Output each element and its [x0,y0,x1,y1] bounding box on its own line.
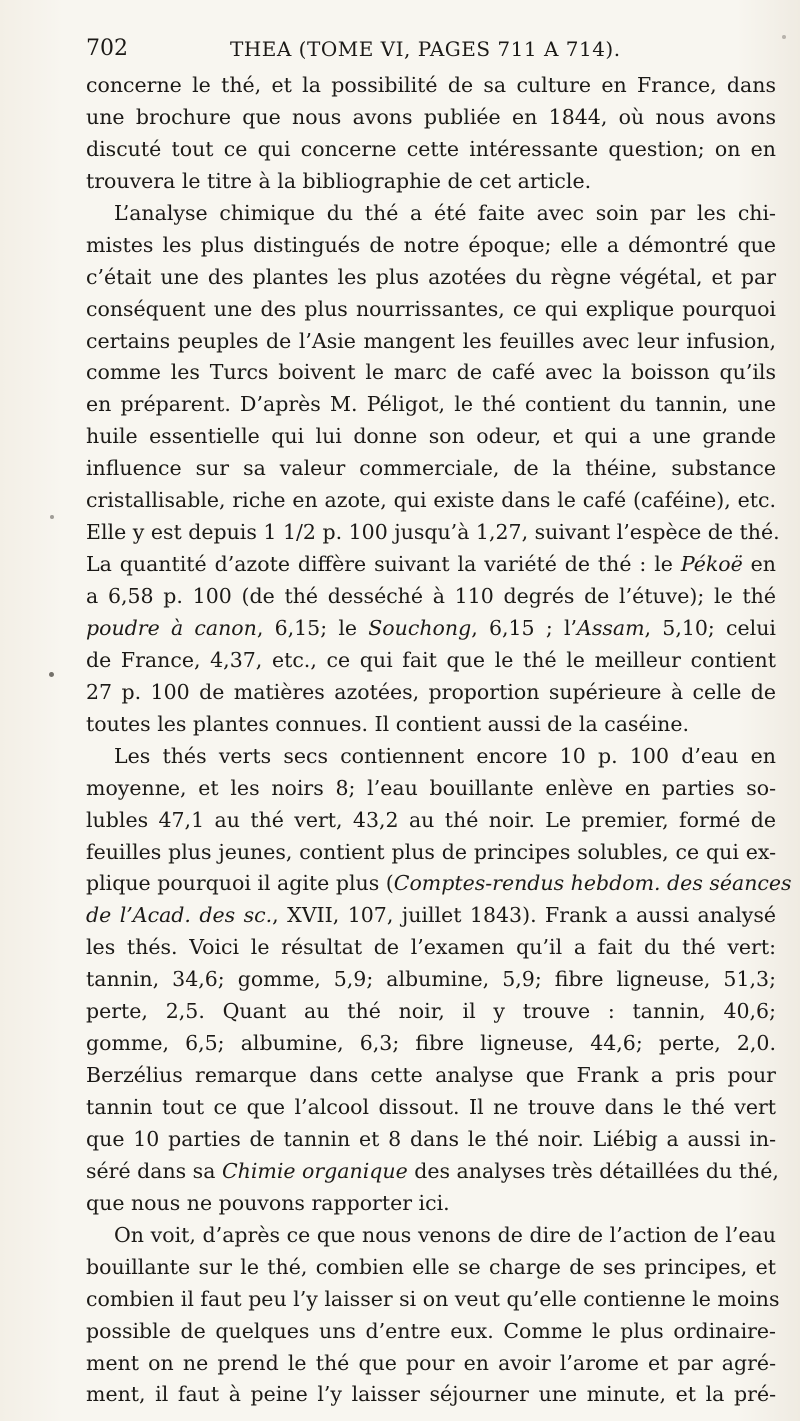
text-line: de France, 4,37, etc., ce qui fait que le thé le meilleur contient [86,647,776,672]
text-line: c’était une des plantes les plus azotées du règne végétal, et par [86,264,776,289]
text-run: , XVII, 107, juillet 1843). Frank a aussi analysé [272,903,776,928]
text-line: comme les Turcs boivent le marc de café avec la boisson qu’ils [86,360,776,385]
body-text [86,70,792,1411]
italic-term: Souchong [368,615,472,640]
running-head: THEA (TOME VI, PAGES 711 A 714). [230,37,621,61]
text-line: ment, il faut à peine l’y laisser séjourner une minute, et la pré- [86,1382,776,1407]
text-line [86,613,776,645]
text-run: La quantité d’azote diffère suivant la variété de thé : le [86,552,681,577]
text-run: , 6,15; le [256,615,369,640]
text-line: 27 p. 100 de matières azotées, proportion supérieure à celle de [86,679,776,704]
text-line: feuilles plus jeunes, contient plus de principes solubles, ce qui ex- [86,839,776,864]
text-run: séré dans sa [86,1158,222,1183]
text-line: lubles 47,1 au thé vert, 43,2 au thé noir. Le premier, formé de [86,807,776,832]
text-line: les thés. Voici le résultat de l’examen qu’il a fait du thé vert: [86,935,776,960]
text-line: a 6,58 p. 100 (de thé desséché à 110 degrés de l’étuve); le thé [86,584,776,608]
text-line: certains peuples de l’Asie mangent les feuilles avec leur infusion, [86,328,776,353]
text-line: tannin, 34,6; gomme, 5,9; albumine, 5,9; fibre ligneuse, 51,3; [86,967,776,992]
text-line: Berzélius remarque dans cette analyse que Frank a pris pour [86,1063,776,1088]
text-line: combien il faut peu l’y laisser si on veut qu’elle contienne le moins [86,1286,780,1311]
text-line: huile essentielle qui lui donne son odeur, et qui a une grande [86,424,776,449]
text-line: toutes les plantes connues. Il contient aussi de la caséine. [86,711,689,736]
text-line: trouvera le titre à la bibliographie de cet article. [86,168,592,193]
italic-term: Pékoë [680,552,743,577]
text-run: des analyses très détaillées du thé, [407,1158,779,1183]
page-header [86,34,686,64]
italic-citation: Comptes-rendus hebdom. des séances [393,871,792,896]
text-line [86,1156,779,1188]
italic-citation: Chimie organique [221,1158,408,1183]
text-line: en préparent. D’après M. Péligot, le thé contient du tannin, une [86,392,776,417]
text-line: moyenne, et les noirs 8; l’eau bouillante enlève en parties so- [86,775,776,800]
text-line: conséquent une des plus nourrissantes, ce qui explique pourquoi [86,296,776,321]
text-line: tannin tout ce que l’alcool dissout. Il ne trouve dans le thé vert [86,1095,776,1119]
text-line: concerne le thé, et la possibilité de sa culture en France, dans [86,73,776,97]
italic-term: poudre à canon [86,615,257,640]
text-line [86,900,776,932]
paragraph-first-line: L’analyse chimique du thé a été faite avec soin par les chi- [114,200,776,225]
text-line: que nous ne pouvons rapporter ici. [86,1190,450,1215]
text-line: que 10 parties de tannin et 8 dans le thé noir. Liébig a aussi in- [86,1126,776,1151]
text-line: possible de quelques uns d’entre eux. Comme le plus ordinaire- [86,1318,776,1343]
paragraph-first-line: On voit, d’après ce que nous venons de dire de l’action de l’eau [114,1222,776,1247]
scan-speck [49,672,54,677]
scan-speck [782,35,786,39]
text-line [86,549,776,581]
text-run: , 6,15 ; l’ [471,615,578,640]
italic-citation: de l’Acad. des sc. [86,903,273,928]
text-line: discuté tout ce qui concerne cette intéressante question; on en [86,136,776,161]
text-line [86,868,792,900]
text-run: en [742,552,776,577]
text-line: ment on ne prend le thé que pour en avoir l’arome et par agré- [86,1350,776,1375]
text-line: cristallisable, riche en azote, qui existe dans le café (caféine), etc. [86,488,776,513]
italic-term: Assam [577,615,645,640]
paragraph-first-line: Les thés verts secs contiennent encore 10 p. 100 d’eau en [114,743,776,768]
page-number: 702 [86,36,128,61]
text-line: mistes les plus distingués de notre époque; elle a démontré que [86,232,776,257]
text-line: Elle y est depuis 1 1/2 p. 100 jusqu’à 1,27, suivant l’espèce de thé. [86,520,780,545]
text-run: , 5,10; celui [644,615,776,640]
scan-speck [50,515,54,519]
text-line: perte, 2,5. Quant au thé noir, il y trouve : tannin, 40,6; [86,999,776,1024]
text-run: plique pourquoi il agite plus ( [86,871,394,896]
text-line: une brochure que nous avons publiée en 1844, où nous avons [86,104,776,129]
text-line: gomme, 6,5; albumine, 6,3; fibre ligneuse, 44,6; perte, 2,0. [86,1031,776,1056]
text-line: influence sur sa valeur commerciale, de la théine, substance [86,456,776,481]
text-line: bouillante sur le thé, combien elle se charge de ses principes, et [86,1254,776,1279]
